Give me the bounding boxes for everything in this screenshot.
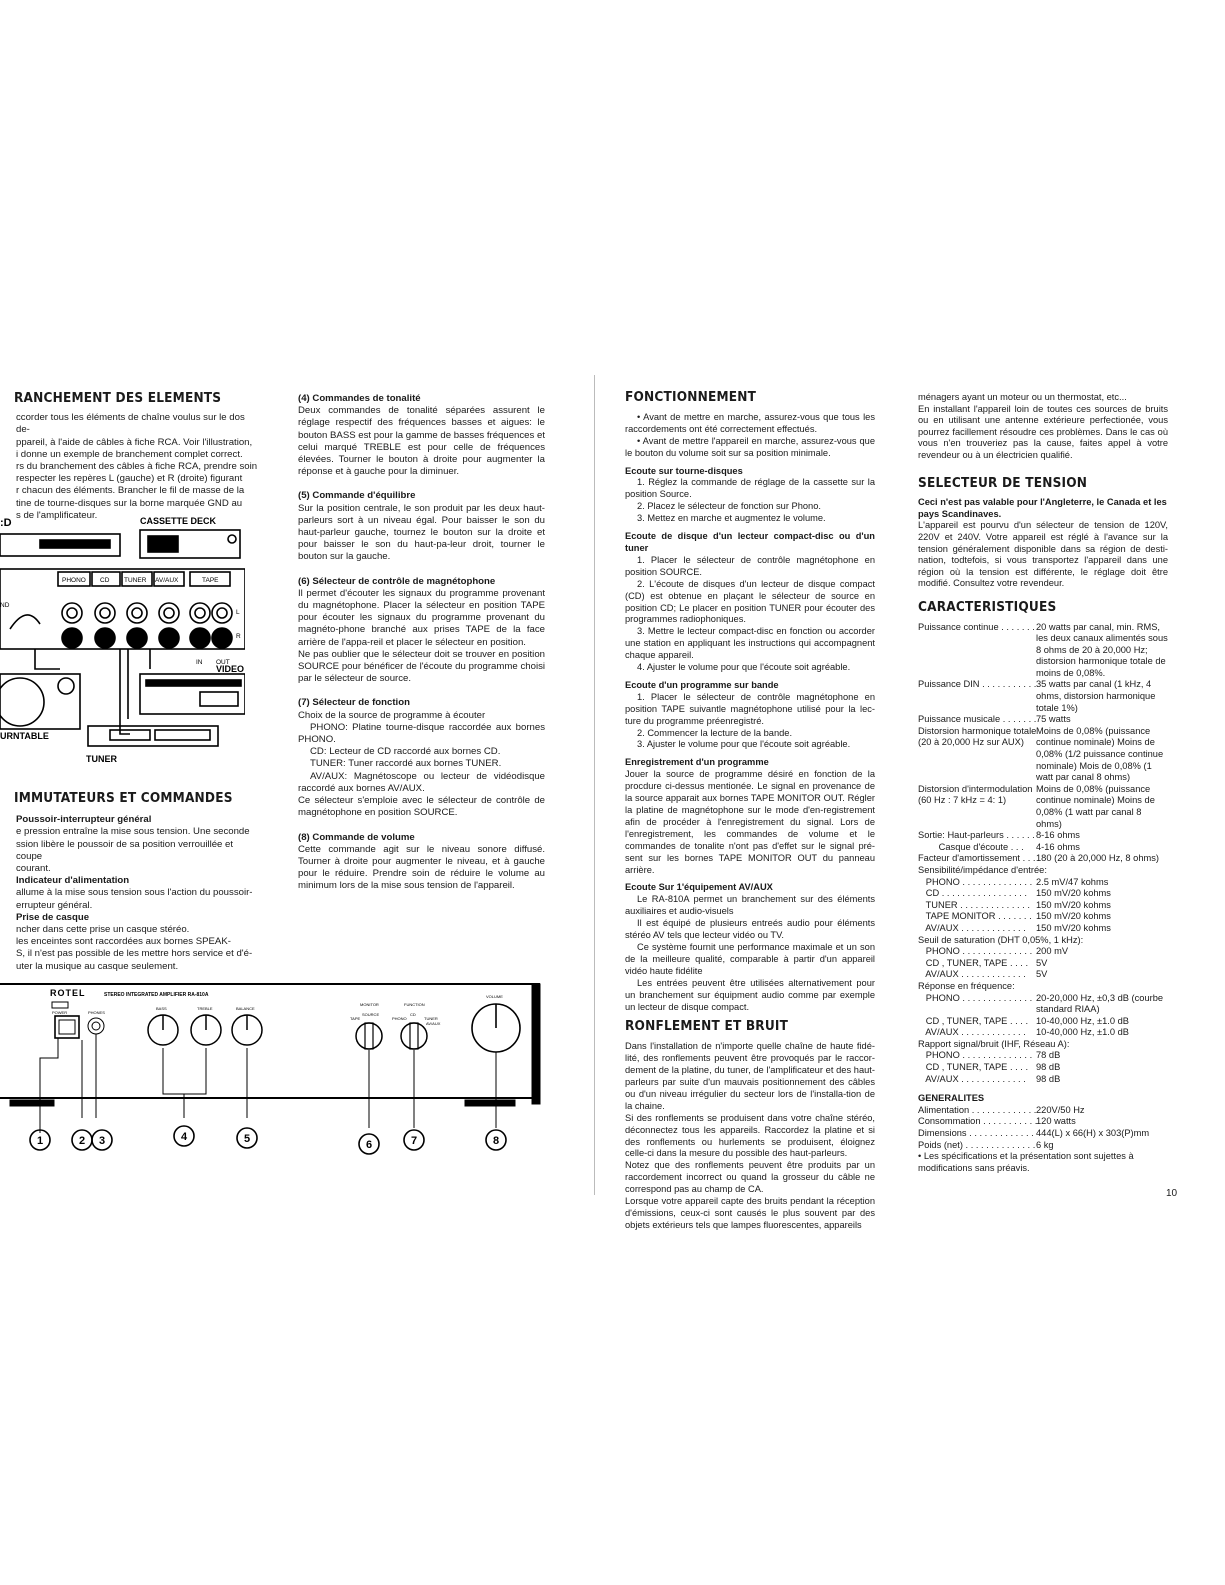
general-row: Consommation . . . . . . . . . . . 120 watts bbox=[918, 1116, 1076, 1127]
label-avaux: AV/AUX bbox=[155, 577, 179, 584]
spec-row: Seuil de saturation (DHT 0,05%, 1 kHz): bbox=[918, 934, 1084, 945]
spec-row: PHONO . . . . . . . . . . . . . . 20-20,000 Hz, ±0,3 dB (courbe standard RIAA) bbox=[918, 992, 1164, 1015]
section-title-3: Ecoute d'un programme sur bande bbox=[625, 679, 779, 690]
label-function: FUNCTION bbox=[404, 1002, 425, 1007]
voltage-note: Ceci n'est pas valable pour l'Angleterre, le Canada et les pays Scandinaves. bbox=[918, 497, 1167, 519]
callout-2: 2 bbox=[78, 1135, 86, 1147]
right-column-1: FONCTIONNEMENT • Avant de mettre en marche, assurez-vous que tous les raccordements ont été correctement effectués. • Avant de mettre l'appareil en marche, assurez-vous que le bouton du volume soit sur sa position minimale. Ecoute sur tourne-disques 1. Réglez la commande de réglage de la cassette sur la position Source. 2. Placez le sélecteur de fonction sur Phono. 3. Mettez en marche et augmentez le volume. Ecoute de disque d'un lecteur compact-disc ou d'un tuner 1. Placer le sélecteur de contrôle magnétophone en position SOURCE. 2. L'écoute de disques d'un lecteur de disque compact (CD) est obtenue en plaçant le sélecteur de source en position CD; Le placer en position TUNER pour écouter des programmes radiophoniques. 3. Mettre le lecteur compact-disc en fonction ou accorder une station en appliquant les instructions qui accompagnent chaque appareil. 4. Ajuster le volume pour que l'écoute soit agréable. Ecoute d'un programme sur bande 1. Placer le sélecteur de contrôle magnétophone en position TAPE suivantle magnétophone utilisé pour la lec-ture du programme préenregistré. 2. Commencer la lecture de la bande. 3. Ajuster le volume pour que l'écoute soit agréable. Enregistrement d'un programme Jouer la source de programme désiré en fonction de la procdure ci-dessus mentionée. Le signal en provenance de la source apparait aux bornes TAPE MONITOR OUT. Régler la platine de magnétophone sur le mode d'en-registrement afin de procéder à l'enregistrement du signal. Lors de l'enregistrement, les commandes de volume et le commandes de tonalite n'ont pas d'effet sur le signal pré-sent sur les bornes TAPE MONITOR OUT du panneau arrière. Ecoute Sur 1'équipement AV/AUX Le RA-810A permet un branchement sur des éléments auxiliaires et audio-visuels Il est équipé de plusieurs entreés audio pour éléments stéréo AV tels que lecteur vidéo ou TV. Ce système fournit une performance maximale et un son de la meilleure qualité, comparable à partir d'un appareil vidéo haute fidélite Les entrées peuvent être utilisées alternativement pour un branchement sur équipment audio comme par exemple un lecteur de disque compact. RONFLEMENT ET BRUIT Dans l'installation de n'importe quelle chaîne de haute fidé-lité, des ronflements peuvent être provoqués par le raccor-dement de la platine, du tuner, de l'amplificateur et des haut-parleurs par suite d'un mauvais positionnement des câbles ou d'un niveau irrégulier du secteur lors de l'installa-tion de la chaine. Si des ronflements se produisent dans votre chaîne stéréo, déconnectez tous les appareils. Raccordez la platine et si des ronflements ou hurlements se produisent, éloignez celle-ci dans la mesure du possible des haut-parleurs. Notez que des ronflements peuvent être produits par un raccordement incorrect ou quand la grosseur du câble ne correspond pas au champ de CA. Lorsque votre appareil capte des bruits pendant la réception d'émissions, ceux-ci sont causés le plus souvent par des objets extérieurs tels que lampes fluorescentes, appareils bbox=[625, 389, 875, 1230]
spec-row: Sensibilité/impédance d'entrée: bbox=[918, 864, 1047, 875]
spec-row: CD , TUNER, TAPE . . . . 10-40,000 Hz, ±1.0 dB bbox=[918, 1015, 1129, 1026]
spec-row: (20 à 20,000 Hz sur AUX) continue nominale) Moins de 0,08% (1/2 puissance continue nominale) Mois de 0,08% (1 watt par canal 8 ohms) bbox=[918, 737, 1164, 783]
spec-row: Distorsion d'intermodulation Moins de 0,08% (puissance bbox=[918, 783, 1151, 794]
spec-row: Distorsion harmonique totale Moins de 0,08% (puissance bbox=[918, 725, 1151, 736]
label-phono: PHONO bbox=[62, 577, 86, 584]
callout-8: 8 bbox=[492, 1135, 500, 1147]
label-turntable: URNTABLE bbox=[0, 731, 49, 741]
callout-3: 3 bbox=[98, 1135, 106, 1147]
label-phones: PHONES bbox=[88, 1010, 105, 1015]
spec-row: PHONO . . . . . . . . . . . . . . 2.5 mV/47 kohms bbox=[918, 876, 1109, 887]
spec-row: TAPE MONITOR . . . . . . . 150 mV/20 kohms bbox=[918, 911, 1111, 922]
section-title-5: Ecoute Sur 1'équipement AV/AUX bbox=[625, 882, 773, 893]
spec-row: AV/AUX . . . . . . . . . . . . . 98 dB bbox=[918, 1073, 1061, 1084]
label-nd: ND bbox=[0, 602, 10, 609]
left-column bbox=[16, 392, 261, 522]
label-source: SOURCE bbox=[362, 1012, 380, 1017]
label-out: OUT bbox=[216, 659, 230, 666]
label-cd: :D bbox=[0, 517, 12, 529]
heading-branchement: RANCHEMENT DES ELEMENTS bbox=[14, 390, 222, 406]
page-fold bbox=[594, 375, 595, 1195]
model-label: STEREO INTEGRATED AMPLIFIER RA-810A bbox=[104, 992, 209, 998]
item-title-2: Indicateur d'alimentation bbox=[16, 875, 130, 887]
spec-row: AV/AUX . . . . . . . . . . . . . 5V bbox=[918, 969, 1048, 980]
spec-row: PHONO . . . . . . . . . . . . . . 200 mV bbox=[918, 946, 1069, 957]
label-tape: TAPE bbox=[202, 577, 219, 584]
spec-row: Facteur d'amortissement . . . 180 (20 à 20,000 Hz, 8 ohms) bbox=[918, 853, 1159, 864]
callout-4: 4 bbox=[180, 1131, 188, 1143]
mid-title-6: (6) Sélecteur de contrôle de magnétophone bbox=[298, 575, 496, 587]
section-title-4: Enregistrement d'un programme bbox=[625, 757, 769, 768]
label-r: R bbox=[236, 633, 241, 640]
heading-caracteristiques: CARACTERISTIQUES bbox=[918, 598, 1057, 615]
label-cassette-deck: CASSETTE DECK bbox=[140, 516, 217, 526]
middle-column: (4) Commandes de tonalité Deux commandes de tonalité séparées assurent le réglage respectif des fréquences basses et aigues: le bouton BASS est pour la gamme de basses fréquences et celui marqué TREBLE est pour celle de fréquences élevées. Tourner le bouton à droite pour augmenter la réponse et à gauche pour la diminuer. (5) Commande d'équilibre Sur la position centrale, le son produit par les deux haut-parleurs sort à un niveau égal. Pour baisser le son du haut-parleur gauche, tournez le bouton sur la droite et pour baisser le son du haut-pa-leur droit, tourner le bouton sur la gauche. (6) Sélecteur de contrôle de magnétophone Il permet d'écouter les signaux du programme provenant du magnétophone. Placer la sélecteur en position TAPE pour écouter les signaux du programme provenant du magnéto-phone branché aux prises TAPE de la face arrière de l'appa-reil et placer le sélecteur en position. Ne pas oublier que le sélecteur doit se trouver en position SOURCE pour bénéficer de l'écoute du programme choisi par le sélecteur de source. (7) Sélecteur de fonction Choix de la source de programme à écouter PHONO: Platine tourne-disque raccordée aux bornes PHONO. CD: Lecteur de CD raccordé aux bornes CD. TUNER: Tuner raccordé aux bornes TUNER. AV/AUX: Magnétoscope ou lecteur de vidéodisque raccordé aux bornes AV/AUX. Ce sélecteur s'emploie avec le sélecteur de contrôle de magnétophone en position SOURCE. (8) Commande de volume Cette commande agit sur le niveau sonore diffusé. Tourner à droite pour augmenter le niveau, et à gauche pour le réduire. Prendre soin de réduire le volume au minimum lors de la mise sous tension de l'appareil. bbox=[298, 393, 545, 892]
spec-row: AV/AUX . . . . . . . . . . . . . 150 mV/20 kohms bbox=[918, 922, 1111, 933]
label-power: POWER bbox=[52, 1010, 68, 1015]
left-commands: IMMUTATEURS ET COMMANDES Poussoir-interrupteur général e pression entraîne la mise sous tension. Une seconde ssion libère le poussoir de sa position verrouillée et coupe courant. Indicateur d'alimentation allume à la mise sous tension sous l'action du poussoir- errupteur général. Prise de casque ncher dans cette prise un casque stéréo. les enceintes sont raccordées aux bornes SPEAK- S, il n'est pas possible de les mettre hors service et d'é- uter la musique au casque seulement. bbox=[16, 792, 261, 973]
heading-ronflement: RONFLEMENT ET BRUIT bbox=[625, 1018, 789, 1035]
connection-diagram bbox=[0, 514, 245, 764]
mid-title-8: (8) Commande de volume bbox=[298, 831, 415, 843]
spec-row: Casque d'écoute . . . 4-16 ohms bbox=[918, 841, 1080, 852]
spec-row: Puissance continue . . . . . . . 20 watts par canal, min. RMS, les deux canaux alimentés sous 8 ohms de 20 à 20,000 Hz; distorsion harmonique totale de moins de 0,08%. bbox=[918, 621, 1168, 678]
label-cd-jack: CD bbox=[100, 577, 110, 584]
right-column-2: ménagers ayant un moteur ou un thermostat, etc... En installant l'appareil loin de toutes ces sources de bruits ou en utilisant une antenne extérieure perfectionée, vous pourrez facillement résoudre ces problèmes. Dans le cas où vous n'en trouveriez pas la cause, faites appel à votre revendeur ou à un électricien qualifié. SELECTEUR DE TENSION Ceci n'est pas valable pour l'Angleterre, le Canada et les pays Scandinaves. L'appareil est pourvu d'un sélecteur de tension de 120V, 220V et 240V. Votre appareil est réglé à l'avance sur la tension généralement disponible dans sa région de desti-nation, todtefois, si vous transportez l'appareil dans une région où la tension est différente, le réglage doit être modifié. Consultez votre revendeur. CARACTERISTIQUES Puissance continue . . . . . . . 20 watts par canal, min. RMS, les deux canaux alimentés sous 8 ohms de 20 à 20,000 Hz; distorsion harmonique totale de moins de 0,08%. Puissance DIN . . . . . . . . . . . 35 watts par canal (1 kHz, 4 ohms, distorsion harmonique totale 1%) Puissance musicale . . . . . . . 75 watts Distorsion harmonique totale Moins de 0,08% (puissance (20 à 20,000 Hz sur AUX) continue nominale) Moins de 0,08% (1/2 puissance continue nominale) Mois de 0,08% (1 watt par canal 8 ohms) Distorsion d'intermodulation Moins de 0,08% (puissance (60 Hz : 7 kHz = 4: 1) continue nominale) Moins de 0,08% (1 watt par canal 8 ohms) Sortie: Haut-parleurs . . . . . . 8-16 ohms Casque d'écoute . . . 4-16 ohms Facteur d'amortissement . . . 180 (20 à 20,000 Hz, 8 ohms) Sensibilité/impédance d'entrée: PHONO . . . . . . . . . . . . . . 2.5 mV/47 kohms CD . . . . . . . . . . . . . . . . . 150 mV/20 kohms TUNER . . . . . . . . . . . . . . 150 mV/20 kohms TAPE MONITOR . . . . . . . 150 mV/20 kohms AV/AUX . . . . . . . . . . . . . 150 mV/20 kohms Seuil de saturation (DHT 0,05%, 1 kHz): PHONO . . . . . . . . . . . . . . 200 mV CD , TUNER, TAPE . . . . 5V AV/AUX . . . . . . . . . . . . . 5V Réponse en fréquence: PHONO . . . . . . . . . . . . . . 20-20,000 Hz, ±0,3 dB (courbe standard RIAA) CD , TUNER, TAPE . . . . 10-40,000 Hz, ±1.0 dB AV/AUX . . . . . . . . . . . . . 10-40,000 Hz, ±1.0 dB Rapport signal/bruit (IHF, Réseau A): PHONO . . . . . . . . . . . . . . 78 dB CD , TUNER, TAPE . . . . 98 dB AV/AUX . . . . . . . . . . . . . 98 dB GENERALITES Alimentation . . . . . . . . . . . . . 220V/50 Hz Consommation . . . . . . . . . . . 120 watts Dimensions . . . . . . . . . . . . . 444(L) x 66(H) x 303(P)mm Poids (net) . . . . . . . . . . . . . . 6 kg • Les spécifications et la présentation sont sujettes à modifications sans préavis. bbox=[918, 392, 1168, 1173]
mid-title-5: (5) Commande d'équilibre bbox=[298, 490, 416, 502]
section-title-2: Ecoute de disque d'un lecteur compact-disc ou d'un tuner bbox=[625, 531, 875, 553]
label-volume: VOLUME bbox=[486, 994, 503, 999]
spec-row: CD , TUNER, TAPE . . . . 5V bbox=[918, 957, 1048, 968]
intro-text: ccorder tous les éléments de chaîne voulus sur le dos de- ppareil, à l'aide de câbles à fiche RCA. Voir l'illustration, i donne un exemple de branchement complet correct. rs du branchement des câbles à fiche RCA, prendre soin respecter les repères L (gauche) et R (droite) figurant r chacun des éléments. Brancher le fil de masse de la tine de tourne-disques sur la borne marquée GND au s de l'amplificateur. bbox=[16, 412, 258, 521]
page-number: 10 bbox=[1166, 1188, 1178, 1199]
spec-row: Réponse en fréquence: bbox=[918, 980, 1015, 991]
spec-row: Rapport signal/bruit (IHF, Réseau A): bbox=[918, 1038, 1070, 1049]
footnote: • Les spécifications et la présentation sont sujettes à modifications sans préavis. bbox=[918, 1151, 1134, 1173]
label-phono-switch: PHONO bbox=[392, 1016, 407, 1021]
label-video: VIDEO bbox=[216, 664, 245, 674]
callout-1: 1 bbox=[36, 1135, 44, 1147]
callout-7: 7 bbox=[410, 1135, 418, 1147]
mid-title-7: (7) Sélecteur de fonction bbox=[298, 697, 410, 709]
heading-commutateurs: IMMUTATEURS ET COMMANDES bbox=[14, 790, 233, 806]
item-title-1: Poussoir-interrupteur général bbox=[16, 814, 152, 826]
spec-row: CD . . . . . . . . . . . . . . . . . 150 mV/20 kohms bbox=[918, 888, 1111, 899]
label-tape-switch: TAPE bbox=[350, 1016, 361, 1021]
spec-row: (60 Hz : 7 kHz = 4: 1) continue nominale) Moins de 0,08% (1 watt par canal 8 ohms) bbox=[918, 795, 1155, 829]
rotel-logo: ROTEL bbox=[50, 988, 86, 998]
label-treble: TREBLE bbox=[197, 1006, 213, 1011]
spec-row: AV/AUX . . . . . . . . . . . . . 10-40,000 Hz, ±1.0 dB bbox=[918, 1027, 1129, 1038]
spec-row: PHONO . . . . . . . . . . . . . . 78 dB bbox=[918, 1050, 1061, 1061]
section-title-1: Ecoute sur tourne-disques bbox=[625, 465, 743, 476]
item-title-3: Prise de casque bbox=[16, 911, 90, 923]
label-tuner: TUNER bbox=[86, 754, 117, 764]
spec-row: Puissance musicale . . . . . . . 75 watts bbox=[918, 714, 1071, 725]
general-row: Alimentation . . . . . . . . . . . . . 220V/50 Hz bbox=[918, 1104, 1085, 1115]
heading-fonctionnement: FONCTIONNEMENT bbox=[625, 389, 757, 405]
front-panel-diagram bbox=[0, 978, 545, 1178]
label-bass: BASS bbox=[156, 1006, 167, 1011]
generalites-title: GENERALITES bbox=[918, 1093, 985, 1104]
spec-row: Puissance DIN . . . . . . . . . . . 35 watts par canal (1 kHz, 4 ohms, distorsion harmonique totale 1%) bbox=[918, 679, 1156, 713]
callout-6: 6 bbox=[365, 1139, 373, 1151]
callout-5: 5 bbox=[243, 1133, 251, 1145]
general-row: Dimensions . . . . . . . . . . . . . 444(L) x 66(H) x 303(P)mm bbox=[918, 1128, 1150, 1139]
label-avaux-switch: AV/AUX bbox=[426, 1021, 441, 1026]
heading-selecteur: SELECTEUR DE TENSION bbox=[918, 474, 1088, 491]
spec-table bbox=[918, 622, 1168, 1086]
label-tuner-jack: TUNER bbox=[124, 577, 147, 584]
label-cd-switch: CD bbox=[410, 1012, 416, 1017]
label-monitor: MONITOR bbox=[360, 1002, 379, 1007]
spec-row: CD , TUNER, TAPE . . . . 98 dB bbox=[918, 1062, 1061, 1073]
spec-row: TUNER . . . . . . . . . . . . . . 150 mV/20 kohms bbox=[918, 899, 1111, 910]
label-l: L bbox=[236, 609, 240, 616]
label-in: IN bbox=[196, 659, 203, 666]
label-balance: BALANCE bbox=[236, 1006, 255, 1011]
mid-title-4: (4) Commandes de tonalité bbox=[298, 393, 421, 404]
spec-row: Sortie: Haut-parleurs . . . . . . 8-16 ohms bbox=[918, 830, 1080, 841]
general-row: Poids (net) . . . . . . . . . . . . . . 6 kg bbox=[918, 1139, 1054, 1150]
label-tuner-switch: TUNER bbox=[424, 1016, 438, 1021]
